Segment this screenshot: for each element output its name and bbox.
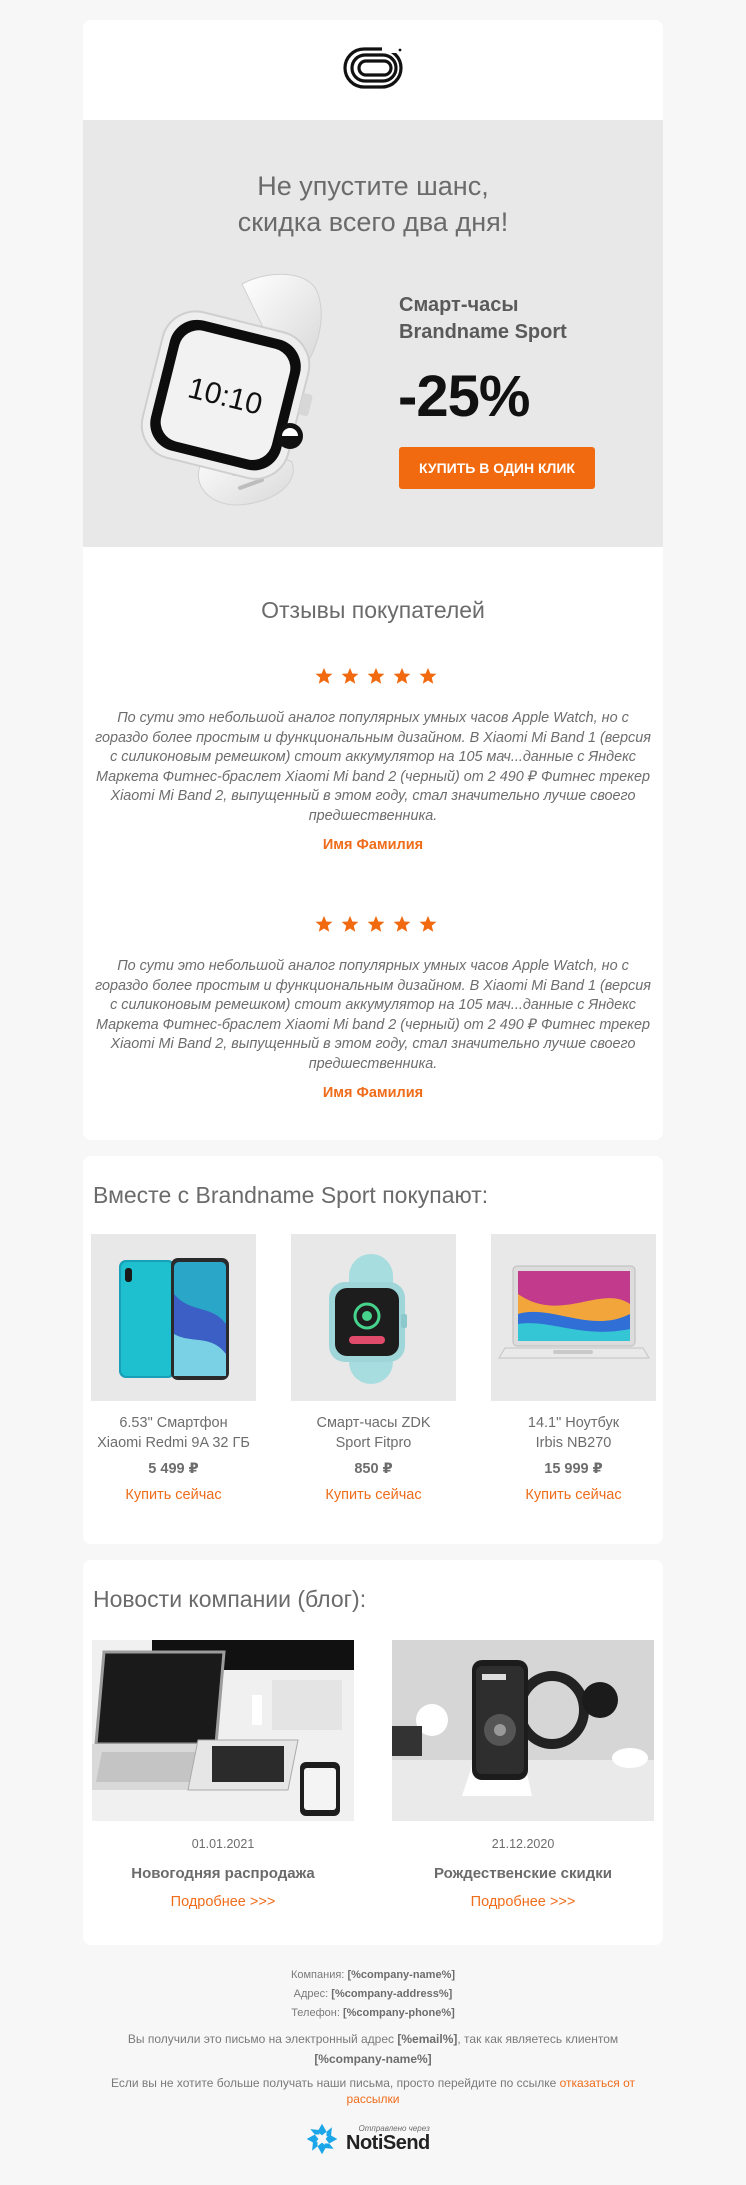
product-name <box>491 1413 656 1453</box>
star-icon <box>393 667 411 685</box>
rating-stars <box>315 915 437 933</box>
related-title: Вместе с Brandname Sport покупают: <box>93 1182 489 1208</box>
unsubscribe-notice <box>83 2075 663 2107</box>
product-price: 15 999 ₽ <box>544 1461 603 1477</box>
product-card <box>91 1234 256 1503</box>
notice-company: [%company-name%] <box>314 2052 432 2066</box>
buy-one-click-button[interactable]: КУПИТЬ В ОДИН КЛИК <box>399 447 595 489</box>
address-value: [%company-address%] <box>331 1988 453 2000</box>
unsubscribe-link[interactable]: отказаться от рассылки <box>346 2076 635 2106</box>
star-icon <box>341 667 359 685</box>
product-card <box>291 1234 456 1503</box>
smartwatch-image[interactable] <box>291 1234 456 1401</box>
brand-logo[interactable] <box>342 44 406 92</box>
star-icon <box>315 667 333 685</box>
reviews-title: Отзывы покупателей <box>261 597 485 623</box>
address-label: Адрес: <box>293 1988 329 2000</box>
headline-line: скидка всего два дня! <box>237 207 509 237</box>
related-products-section <box>83 1156 663 1544</box>
notice-text: , так как являетесь клиентом <box>457 2032 619 2046</box>
address-row <box>83 1985 663 2004</box>
email-header <box>83 20 663 120</box>
news-section <box>83 1560 663 1945</box>
notisend-badge[interactable] <box>304 2121 430 2157</box>
read-more-link[interactable]: Подробнее >>> <box>170 1894 276 1910</box>
star-icon <box>367 667 385 685</box>
buy-now-link[interactable]: Купить сейчас <box>125 1487 222 1503</box>
read-more-link[interactable]: Подробнее >>> <box>470 1894 576 1910</box>
laptop-desk-image[interactable] <box>92 1640 354 1821</box>
product-name-line: Sport Fitpro <box>335 1435 412 1451</box>
review-text: По сути это небольшой аналог популярных умных часов Apple Watch, но с гораздо более простым и функциональным дизайном. В Xiaomi Mi Band 1 (версия с силиконовым ремешком) стоит аккумулятор на 105 мач...данные с Яндекс Маркета Фитнес-браслет Xiaomi Mi band 2 (черный) от 2 490 ₽ Фитнес трекер Xiaomi Mi Band 2, выпущенный в этом году, стал значительно лучше своего предшественника. <box>95 958 651 1072</box>
product-name-line: Xiaomi Redmi 9A 32 ГБ <box>97 1435 250 1451</box>
review-author: Имя Фамилия <box>322 1085 424 1101</box>
unsubscribe-text: Если вы не хотите больше получать наши письма, просто перейдите по ссылке <box>111 2076 557 2090</box>
notisend-logo-icon <box>304 2121 340 2157</box>
company-row <box>83 1966 663 1985</box>
discount-value: -25% <box>398 364 530 429</box>
notice-email: [%email%] <box>397 2032 458 2046</box>
company-value: [%company-name%] <box>347 1969 456 1981</box>
buy-now-link[interactable]: Купить сейчас <box>325 1487 422 1503</box>
post-date: 21.12.2020 <box>491 1837 555 1851</box>
post-title: Рождественские скидки <box>434 1865 612 1882</box>
news-title: Новости компании (блог): <box>93 1586 367 1612</box>
product-name-line: 14.1" Ноутбук <box>527 1415 620 1431</box>
product-name-line: Irbis NB270 <box>535 1435 612 1451</box>
star-icon <box>419 915 437 933</box>
news-post <box>92 1640 354 1910</box>
promo-banner <box>83 120 663 547</box>
phone-label: Телефон: <box>291 2007 340 2019</box>
star-icon <box>315 915 333 933</box>
email-footer <box>83 1966 663 2154</box>
news-post <box>392 1640 654 1910</box>
post-date: 01.01.2021 <box>191 1837 255 1851</box>
product-name <box>291 1413 456 1453</box>
product-name-line: Смарт-часы <box>399 294 519 316</box>
phone-headphones-image[interactable] <box>392 1640 654 1821</box>
reviews-section <box>83 547 663 1140</box>
product-name <box>399 292 567 346</box>
watch-time: 10:10 <box>184 371 266 422</box>
buy-now-link[interactable]: Купить сейчас <box>525 1487 622 1503</box>
product-price: 850 ₽ <box>354 1461 393 1477</box>
product-name <box>91 1413 256 1453</box>
laptop-image[interactable] <box>491 1234 656 1401</box>
post-title: Новогодняя распродажа <box>131 1865 315 1882</box>
product-price: 5 499 ₽ <box>148 1461 199 1477</box>
product-name-line: Смарт-часы ZDK <box>316 1415 431 1431</box>
product-name-line: Brandname Sport <box>399 321 567 343</box>
star-icon <box>341 915 359 933</box>
phone-value: [%company-phone%] <box>342 2007 455 2019</box>
star-icon <box>367 915 385 933</box>
star-icon <box>419 667 437 685</box>
smartwatch-image <box>122 266 346 510</box>
product-card <box>491 1234 656 1503</box>
headline-line: Не упустите шанс, <box>257 171 489 201</box>
review-text: По сути это небольшой аналог популярных умных часов Apple Watch, но с гораздо более простым и функциональным дизайном. В Xiaomi Mi Band 1 (версия с силиконовым ремешком) стоит аккумулятор на 105 мач...данные с Яндекс Маркета Фитнес-браслет Xiaomi Mi band 2 (черный) от 2 490 ₽ Фитнес трекер Xiaomi Mi Band 2, выпущенный в этом году, стал значительно лучше своего предшественника. <box>95 710 651 824</box>
star-icon <box>393 915 411 933</box>
promo-headline <box>83 168 663 240</box>
phone-row <box>83 2004 663 2023</box>
review-author: Имя Фамилия <box>322 837 424 853</box>
smartphone-image[interactable] <box>91 1234 256 1401</box>
subscription-notice <box>83 2029 663 2069</box>
company-label: Компания: <box>290 1969 345 1981</box>
notisend-brand: NotiSend <box>346 2131 430 2154</box>
rating-stars <box>315 667 437 685</box>
sent-via-label: Отправлено через <box>358 2123 430 2133</box>
product-name-line: 6.53" Смартфон <box>119 1415 228 1431</box>
notice-text: Вы получили это письмо на электронный адрес <box>127 2032 395 2046</box>
